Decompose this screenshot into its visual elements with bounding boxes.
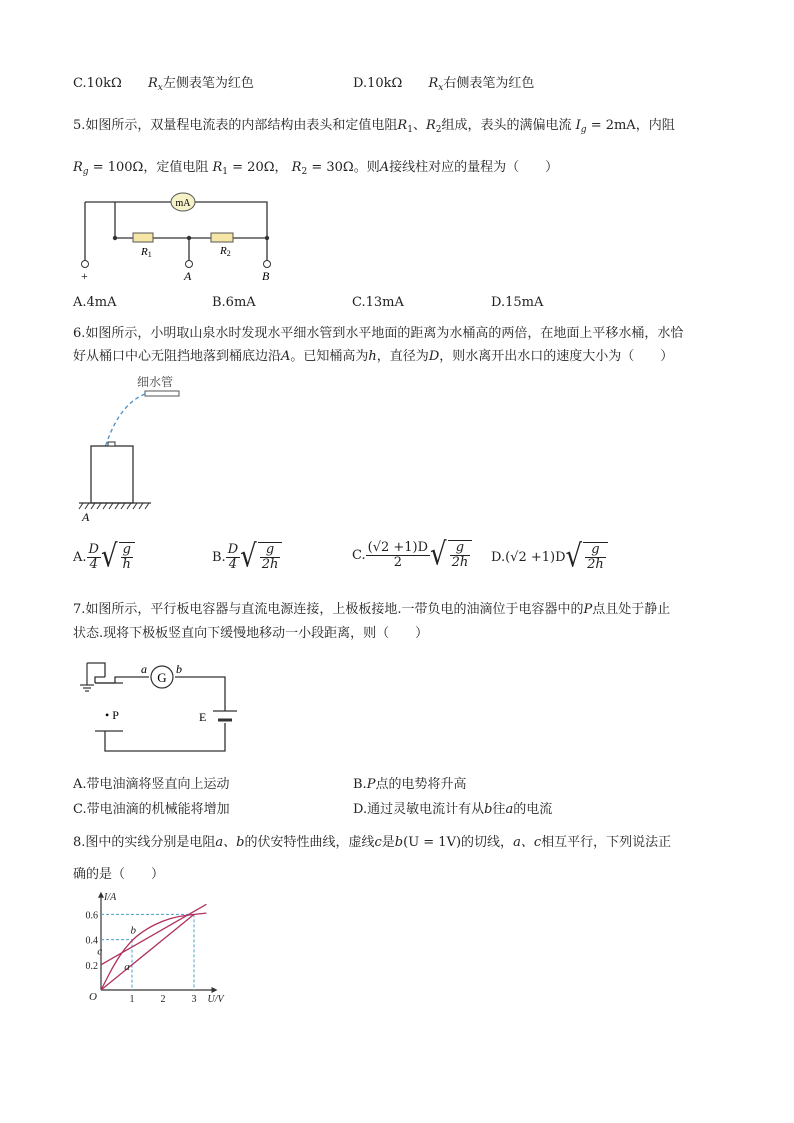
label-p: • P <box>105 708 119 722</box>
series-c-line <box>101 904 206 964</box>
x-tick-label-1: 1 <box>129 994 135 1005</box>
q7-stem-line1: 7.如图所示，平行板电容器与直流电源连接，上极板接地.一带负电的油滴位于电容器中的P点且处于静止 <box>73 602 671 617</box>
q4-option-c: C.10kΩ $R_x$左侧表笔为红色 <box>73 76 254 93</box>
q5-option-d: D.15mA <box>491 295 544 310</box>
capacitor-circuit-diagram <box>75 655 245 755</box>
svg-text:G: G <box>157 670 167 685</box>
label-a: A <box>184 269 192 283</box>
q6-option-c: C. $\frac{(√2 +1)D}{2}$ √ $\frac{g}{2h}$ <box>352 540 472 571</box>
y-tick-label-0.4: 0.4 <box>85 935 98 947</box>
label-a: a <box>141 662 147 676</box>
mA-meter <box>171 193 195 211</box>
y-tick-label-0.6: 0.6 <box>85 910 98 922</box>
resistor-r1 <box>133 233 153 242</box>
ground-hatch <box>79 503 149 509</box>
series-b-label: b <box>130 924 136 937</box>
label-r2: R2 <box>220 245 231 258</box>
q8-stem-line1: 8.图中的实线分别是电阻a、b的伏安特性曲线，虚线c是b(U = 1V)的切线，a、c相互平行，下列说法正 <box>73 835 672 850</box>
label-point-a: A <box>82 510 90 524</box>
y-tick-label-0.2: 0.2 <box>85 960 98 972</box>
barrel-cap <box>108 442 115 446</box>
x-axis-label: U/V <box>207 994 224 1005</box>
series-a-label: a <box>124 960 130 973</box>
label-pipe: 细水管 <box>137 375 174 389</box>
barrel <box>91 446 133 503</box>
series-a-line <box>101 914 194 990</box>
q6-option-b: B. $\frac{D}{4}$ √ $\frac{g}{2h}$ <box>212 542 282 573</box>
q7-option-b: B.P点的电势将升高 <box>353 777 467 792</box>
svg-text:mA: mA <box>175 198 191 209</box>
x-axis-arrow <box>212 987 218 993</box>
q4-option-d: D.10kΩ $R_x$右侧表笔为红色 <box>353 76 535 93</box>
y-axis-label: I/A <box>104 891 117 903</box>
galvanometer <box>151 666 173 688</box>
q6-stem-line1: 6.如图所示，小明取山泉水时发现水平细水管到水平地面的距离为水桶高的两倍，在地面上平移水桶，水恰 <box>73 326 684 341</box>
q7-option-d: D.通过灵敏电流计有从b往a的电流 <box>353 802 553 817</box>
q7-stem-line2: 状态.现将下极板竖直向下缓慢地移动一小段距离，则（ ） <box>73 626 429 641</box>
q7-option-c: C.带电油滴的机械能将增加 <box>73 802 230 817</box>
water-barrel-diagram <box>75 370 205 525</box>
q5-option-c: C.13mA <box>352 295 404 310</box>
q7-option-a: A.带电油滴将竖直向上运动 <box>73 777 230 792</box>
terminal-b <box>264 261 271 268</box>
origin-label: O <box>89 991 97 1003</box>
water-pipe <box>145 391 179 396</box>
label-plus: + <box>81 269 88 283</box>
x-tick-label-3: 3 <box>191 994 197 1005</box>
q6-option-a: A. $\frac{D}{4}$ √ $\frac{g}{h}$ <box>73 542 135 573</box>
q8-stem-line2: 确的是（ ） <box>73 867 165 882</box>
q5-option-a: A.4mA <box>73 295 117 310</box>
q5-stem-line2: $R_g = 100\Omega$，定值电阻 $R_1 = 20\Omega$， $R_2 = 30\Omega$。则A接线柱对应的量程为（ ） <box>73 160 559 177</box>
iv-characteristic-chart <box>72 890 242 1010</box>
resistor-r2 <box>211 233 233 242</box>
label-b: B <box>262 269 270 283</box>
series-b-line <box>101 913 206 990</box>
series-c-label: c <box>97 945 103 958</box>
q6-stem-line2: 好从桶口中心无阻挡地落到桶底边沿A。已知桶高为h，直径为D，则水离开出水口的速度大小为（ ） <box>73 349 674 364</box>
q5-stem-line1: 5.如图所示，双量程电流表的内部结构由表头和定值电阻$R_1$、$R_2$组成，表头的满偏电流 $I_g = 2mA$，内阻 <box>73 118 675 135</box>
terminal-a <box>186 261 193 268</box>
ammeter-circuit-diagram <box>75 188 290 288</box>
plus-terminal <box>82 261 89 268</box>
x-tick-label-2: 2 <box>160 994 166 1005</box>
label-r1: R1 <box>141 246 152 259</box>
q6-option-d: D.(√2 +1)D√ $\frac{g}{2h}$ <box>491 542 608 573</box>
label-b: b <box>176 662 182 676</box>
label-e: E <box>199 710 207 724</box>
ground-symbol <box>80 663 94 691</box>
q5-option-b: B.6mA <box>212 295 256 310</box>
